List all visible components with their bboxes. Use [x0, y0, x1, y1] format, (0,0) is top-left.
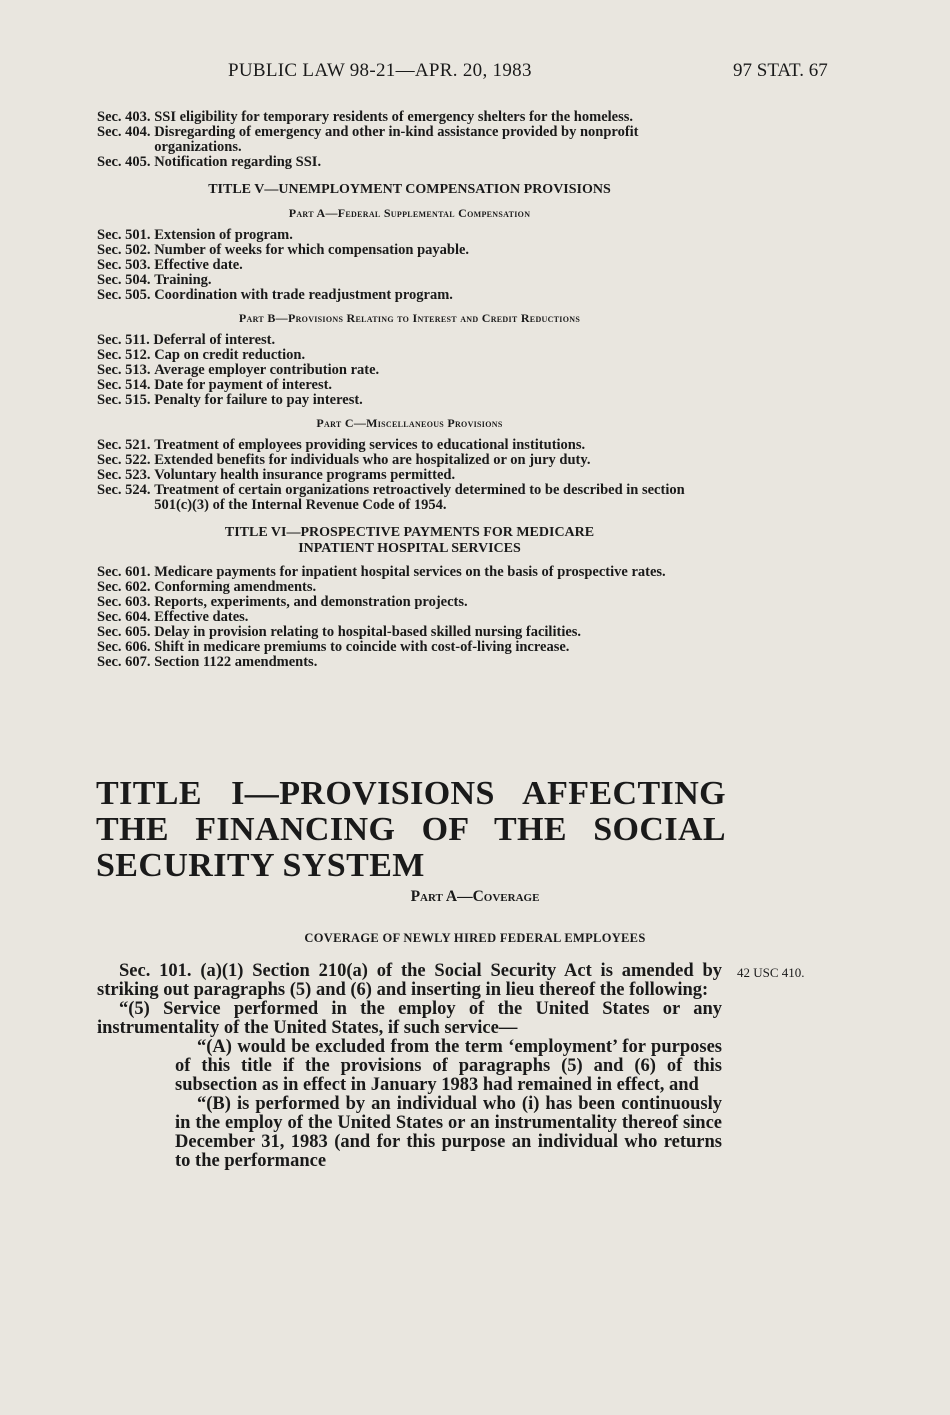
toc-entry	[97, 625, 722, 640]
toc-entry-number: Sec. 605.	[97, 624, 155, 640]
toc-entry-title: Extension of program.	[154, 227, 293, 243]
margin-citation: 42 USC 410.	[737, 965, 805, 980]
toc-entry	[97, 273, 722, 288]
toc-entry-title: Disregarding of emergency and other in-kind assistance provided by nonprofit organizations.	[154, 124, 639, 155]
toc-entry	[97, 468, 722, 483]
toc-entry-number: Sec. 513.	[97, 362, 155, 378]
toc-entry-title: Cap on credit reduction.	[154, 347, 306, 363]
toc-entry-number: Sec. 405.	[97, 154, 155, 170]
toc-entry	[97, 258, 722, 273]
toc-entry-title: Deferral of interest.	[153, 332, 276, 348]
toc-entry-number: Sec. 503.	[97, 257, 155, 273]
toc-entry	[97, 655, 722, 670]
paragraph-sec-101: Sec. 101. (a)(1) Section 210(a) of the Social Security Act is amended by striking out paragraphs (5) and (6) and inserting in lieu thereof the following:	[97, 961, 722, 1000]
toc-part-c-heading: Part C—Miscellaneous Provisions	[316, 416, 503, 430]
toc-entry-number: Sec. 403.	[97, 109, 155, 125]
toc-entry-number: Sec. 501.	[97, 227, 155, 243]
toc-entry-title: SSI eligibility for temporary residents of emergency shelters for the homeless.	[154, 109, 634, 125]
toc-entry-number: Sec. 604.	[97, 609, 155, 625]
toc-entry-number: Sec. 606.	[97, 639, 155, 655]
toc-entry-title: Shift in medicare premiums to coincide with cost-of-living increase.	[154, 639, 570, 655]
toc-entry-title: Conforming amendments.	[154, 579, 317, 595]
toc-entry-title: Notification regarding SSI.	[154, 154, 322, 170]
header-title: PUBLIC LAW 98-21—APR. 20, 1983	[228, 60, 532, 81]
toc-title-iv-list	[97, 110, 722, 170]
toc-entry	[97, 378, 722, 393]
toc-entry-number: Sec. 602.	[97, 579, 155, 595]
toc-part-b-list	[97, 333, 722, 408]
section-subheading: COVERAGE OF NEWLY HIRED FEDERAL EMPLOYEES	[304, 931, 646, 945]
paragraph-5-a: “(A) would be excluded from the term ‘employment’ for purposes of this title if the provisions of paragraphs (5) and (6) of this subsection as in effect in January 1983 had remained in effect, and	[175, 1037, 722, 1095]
toc-entry	[97, 348, 722, 363]
toc-part-a-heading: Part A—Federal Supplemental Compensation	[288, 206, 531, 220]
paragraph-5: “(5) Service performed in the employ of the United States or any instrumentality of the United States, if such service—	[97, 999, 722, 1038]
toc-entry-title: Section 1122 amendments.	[154, 654, 318, 670]
page-header	[0, 60, 950, 86]
toc-part-b-heading: Part B—Provisions Relating to Interest and Credit Reductions	[238, 311, 581, 325]
toc-entry	[97, 288, 722, 303]
toc-entry	[97, 640, 722, 655]
toc-entry	[97, 438, 722, 453]
toc-entry-title: Number of weeks for which compensation payable.	[154, 242, 470, 258]
toc-entry	[97, 228, 722, 243]
toc-entry-title: Treatment of certain organizations retroactively determined to be described in section 501(c)(3) of the Internal Revenue Code of 1954.	[154, 482, 685, 513]
toc-entry	[97, 453, 722, 468]
toc-entry-number: Sec. 601.	[97, 564, 155, 580]
part-a-heading: Part A—Coverage	[410, 888, 540, 905]
toc-entry-title: Average employer contribution rate.	[154, 362, 380, 378]
toc-entry-number: Sec. 522.	[97, 452, 155, 468]
title-i-heading: TITLE I—PROVISIONS AFFECTING THE FINANCING OF THE SOCIAL SECURITY SYSTEM	[96, 775, 726, 884]
toc-entry	[97, 610, 722, 625]
toc-entry-number: Sec. 515.	[97, 392, 155, 408]
toc-entry-title: Extended benefits for individuals who are hospitalized or on jury duty.	[154, 452, 591, 468]
table-of-contents	[97, 110, 722, 670]
toc-entry	[97, 125, 722, 155]
toc-entry-title: Reports, experiments, and demonstration projects.	[154, 594, 468, 610]
toc-entry-number: Sec. 607.	[97, 654, 155, 670]
toc-entry-number: Sec. 603.	[97, 594, 155, 610]
toc-entry-number: Sec. 524.	[97, 482, 155, 498]
toc-entry-number: Sec. 404.	[97, 124, 155, 140]
toc-entry-title: Delay in provision relating to hospital-based skilled nursing facilities.	[154, 624, 582, 640]
toc-entry	[97, 333, 722, 348]
toc-entry	[97, 565, 722, 580]
statute-body	[97, 962, 722, 1171]
toc-entry	[97, 393, 722, 408]
toc-entry	[97, 110, 722, 125]
toc-entry	[97, 483, 722, 513]
toc-entry	[97, 155, 722, 170]
toc-entry-number: Sec. 523.	[97, 467, 155, 483]
toc-entry-number: Sec. 521.	[97, 437, 155, 453]
toc-entry-number: Sec. 504.	[97, 272, 155, 288]
paragraph-5-b: “(B) is performed by an individual who (i) has been continuously in the employ of the United States or an instrumentality thereof since December 31, 1983 (and for this purpose an individual who returns to the performance	[175, 1094, 722, 1171]
toc-entry	[97, 580, 722, 595]
toc-entry-title: Effective dates.	[154, 609, 249, 625]
toc-entry-title: Date for payment of interest.	[154, 377, 333, 393]
toc-entry	[97, 595, 722, 610]
toc-entry-title: Voluntary health insurance programs permitted.	[154, 467, 456, 483]
header-stat: 97 STAT. 67	[733, 60, 828, 81]
toc-entry	[97, 363, 722, 378]
toc-title-vi-heading: TITLE VI—PROSPECTIVE PAYMENTS FOR MEDICARE INPATIENT HOSPITAL SERVICES	[224, 525, 595, 556]
toc-entry-title: Medicare payments for inpatient hospital services on the basis of prospective rates.	[154, 564, 666, 580]
toc-entry	[97, 243, 722, 258]
toc-entry-title: Coordination with trade readjustment program.	[154, 287, 453, 303]
toc-entry-number: Sec. 505.	[97, 287, 155, 303]
toc-title-vi-list	[97, 565, 722, 670]
toc-title-v-heading: TITLE V—UNEMPLOYMENT COMPENSATION PROVISIONS	[208, 182, 611, 197]
toc-entry-title: Treatment of employees providing services to educational institutions.	[154, 437, 586, 453]
toc-entry-title: Training.	[154, 272, 212, 288]
toc-part-c-list	[97, 438, 722, 513]
toc-entry-number: Sec. 512.	[97, 347, 155, 363]
toc-entry-number: Sec. 511.	[97, 332, 154, 348]
toc-entry-title: Penalty for failure to pay interest.	[154, 392, 363, 408]
toc-entry-number: Sec. 502.	[97, 242, 155, 258]
toc-entry-number: Sec. 514.	[97, 377, 155, 393]
toc-entry-title: Effective date.	[154, 257, 243, 273]
toc-part-a-list	[97, 228, 722, 303]
